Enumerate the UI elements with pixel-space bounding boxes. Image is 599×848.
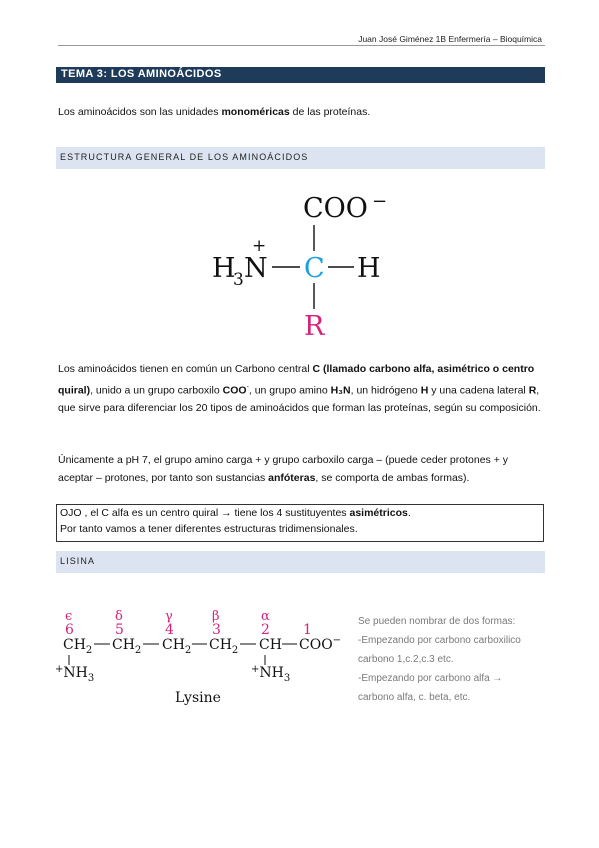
subsection-lysine-title: LISINA (60, 556, 96, 566)
amino-charge: + (252, 236, 267, 256)
amino-n-label: N (244, 253, 268, 284)
carbon-number-3: 3 (212, 622, 221, 638)
subsection-structure-band (56, 147, 545, 169)
chain-ch-alpha: CH (259, 637, 282, 653)
amino-acid-structure-diagram (200, 185, 400, 345)
amino-subscript: 3 (233, 270, 244, 290)
intro-text-end: de las proteínas. (289, 106, 371, 118)
greek-epsilon: ϵ (65, 609, 73, 624)
lysine-caption: Lysine (175, 690, 221, 706)
para1-bold-4: H (420, 384, 429, 396)
carbon-number-5: 5 (115, 622, 124, 638)
carbon-number-2: 2 (261, 622, 270, 638)
naming-note-line: -Empezando por carbono carboxilico (358, 635, 521, 646)
note-box (56, 504, 544, 542)
paragraph-structure (58, 361, 542, 417)
carbon-number-6: 6 (65, 622, 74, 638)
para2-text-2: , se comporta de ambas formas). (315, 471, 470, 484)
subsection-lysine-band (56, 551, 545, 573)
note-line-1-text: OJO , el C alfa es un centro quiral → tiene los 4 sustituyentes (60, 507, 350, 519)
para1-bold-5: R (528, 384, 537, 396)
running-header: Juan José Giménez 1B Enfermería – Bioquímica (358, 34, 542, 44)
alpha-amino-group: $^+NH_3$ (251, 664, 291, 684)
para1-text-1: Los aminoácidos tienen en común un Carbono central (58, 363, 313, 375)
para1-text-5: y una cadena lateral (428, 384, 529, 396)
greek-delta: δ (115, 609, 123, 624)
header-divider (58, 45, 545, 46)
side-chain-label: R (304, 311, 325, 342)
naming-note-line: -Empezando por carbono alfa → (358, 673, 503, 684)
naming-note-line: carbono 1,c.2,c.3 etc. (358, 654, 454, 665)
carboxyl-label: COO (303, 193, 368, 224)
note-line-2: Por tanto vamos a tener diferentes estructuras tridimensionales. (60, 523, 358, 535)
chain-ch2-4: $CH_2$ (209, 637, 239, 656)
intro-text: Los aminoácidos son las unidades (58, 106, 222, 118)
section-title: TEMA 3: LOS AMINOÁCIDOS (61, 68, 222, 80)
carbon-number-4: 4 (165, 622, 174, 638)
chain-coo: COO− (299, 635, 342, 653)
para2-bold: anfóteras (268, 471, 316, 484)
chain-ch2-1: $CH_2$ (63, 637, 93, 656)
chain-ch2-2: $CH_2$ (112, 637, 142, 656)
naming-note (358, 612, 548, 707)
para1-superscript: - (246, 383, 249, 391)
intro-bold: monoméricas (221, 106, 290, 118)
note-line-1-end: . (407, 507, 411, 519)
note-line-1-bold: asimétricos (349, 507, 408, 519)
epsilon-amino-group: $^+NH_3$ (55, 664, 95, 684)
amino-h-label: H (212, 253, 236, 284)
paragraph-ph (58, 452, 542, 487)
naming-note-line: Se pueden nombrar de dos formas: (358, 616, 516, 627)
para1-text-2: , unido a un grupo carboxilo (90, 384, 223, 396)
naming-note-line: carbono alfa, c. beta, etc. (358, 692, 471, 703)
para2-text-1: Únicamente a pH 7, el grupo amino carga + y grupo carboxilo carga – (puede ceder protones + y aceptar – protones, por tanto son sustancias (58, 454, 509, 484)
hydrogen-label: H (357, 253, 381, 284)
greek-beta: β (212, 609, 220, 624)
subsection-structure-title: ESTRUCTURA GENERAL DE LOS AMINOÁCIDOS (60, 152, 309, 162)
para1-text-4: , un hidrógeno (350, 384, 421, 396)
intro-paragraph (58, 104, 370, 122)
greek-alpha: α (261, 609, 270, 624)
alpha-carbon-label: C (304, 253, 325, 284)
para1-text-6: , que sirve para diferenciar los 20 tipos de aminoácidos que forman las proteínas, según su composición. (58, 384, 541, 414)
para1-bold-2: COO (222, 384, 247, 396)
para1-text-3: , un grupo amino (248, 384, 331, 396)
lysine-structure-diagram (55, 600, 355, 710)
carbon-number-1: 1 (303, 622, 312, 638)
chain-ch2-3: $CH_2$ (162, 637, 192, 656)
carboxyl-charge: − (372, 191, 388, 212)
note-line-1 (57, 505, 543, 521)
para1-bold-1: C (llamado carbono alfa, asimétrico o centro quiral) (58, 363, 535, 396)
para1-bold-3: H₃N (330, 384, 351, 396)
section-title-band (56, 67, 545, 83)
greek-gamma: γ (165, 609, 173, 624)
